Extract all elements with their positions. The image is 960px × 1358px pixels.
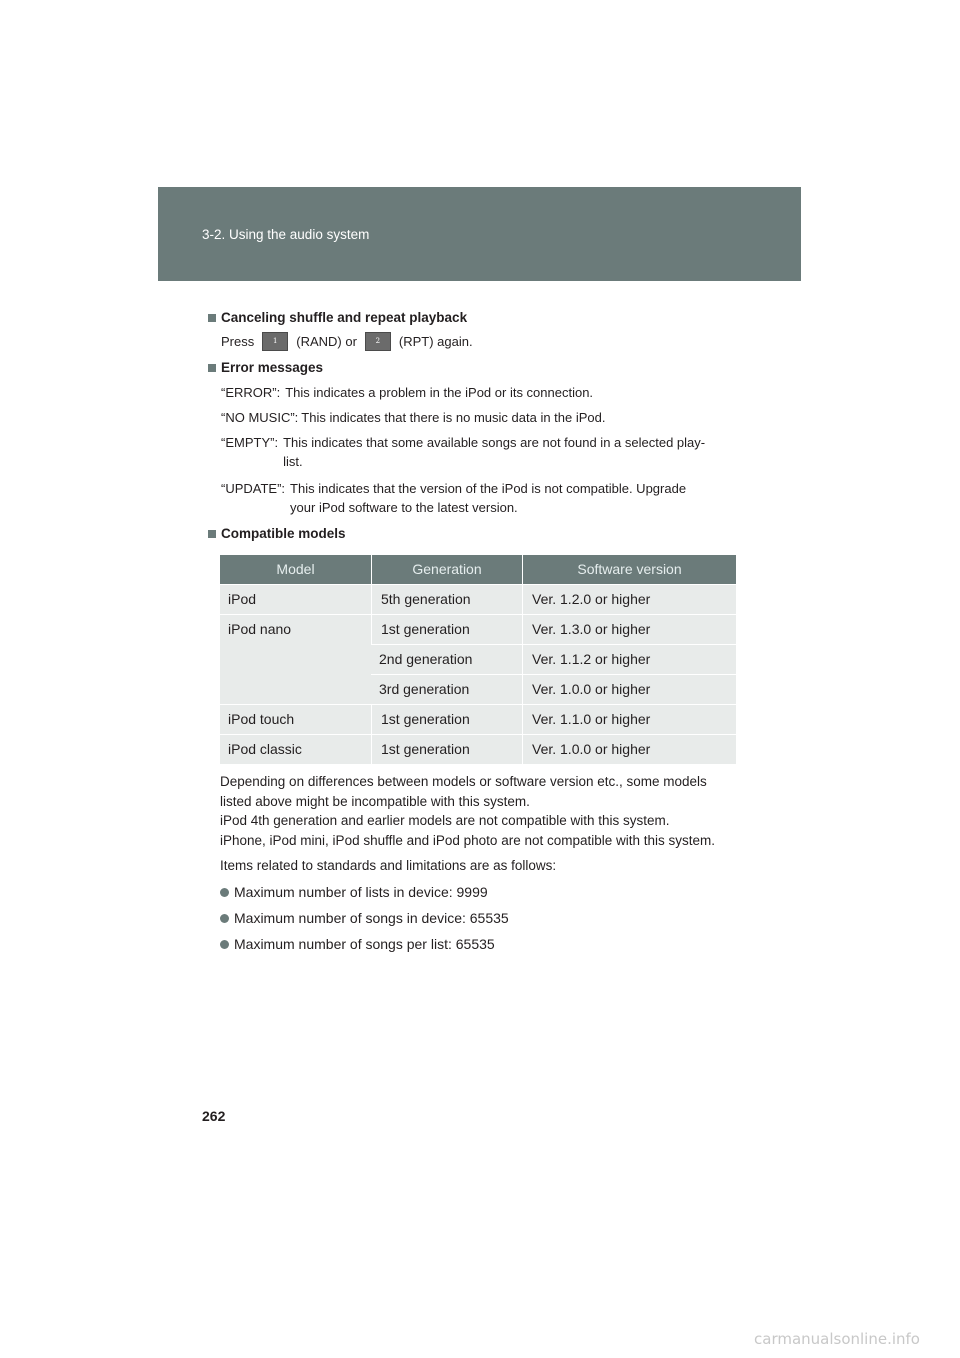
error-item bbox=[221, 433, 736, 471]
press-instruction bbox=[221, 332, 736, 351]
generation-cell: 1st generation bbox=[371, 734, 522, 764]
generation-cell: 5th generation bbox=[371, 584, 522, 614]
canceling-heading bbox=[208, 308, 736, 327]
note-line: listed above might be incompatible with this system. bbox=[220, 793, 530, 809]
error-desc bbox=[285, 383, 736, 402]
note-line: Depending on differences between models or software version etc., some models bbox=[220, 774, 707, 789]
section-title: 3-2. Using the audio system bbox=[202, 227, 370, 242]
version-cell: Ver. 1.0.0 or higher bbox=[522, 674, 736, 704]
table-row bbox=[220, 734, 736, 764]
error-term: “EMPTY”: bbox=[221, 435, 279, 450]
list-item-text: Maximum number of songs per list: 65535 bbox=[234, 935, 495, 952]
error-desc-text: This indicates that the version of the iPod is not compatible. Upgrade bbox=[290, 481, 687, 496]
page-number: 262 bbox=[202, 1108, 226, 1124]
circle-bullet-icon bbox=[220, 914, 229, 923]
error-item bbox=[221, 479, 736, 517]
limitations-intro: Items related to standards and limitations are as follows: bbox=[220, 858, 557, 873]
version-cell: Ver. 1.1.0 or higher bbox=[522, 704, 736, 734]
compatible-models-heading bbox=[208, 524, 736, 543]
generation-cell: 2nd generation bbox=[371, 644, 522, 674]
error-desc-text: This indicates a problem in the iPod or its connection. bbox=[285, 385, 594, 400]
list-item-text: Maximum number of songs in device: 65535 bbox=[234, 909, 509, 926]
table-row bbox=[220, 584, 736, 614]
press-text: Press bbox=[221, 334, 255, 349]
model-cell: iPod bbox=[220, 584, 371, 614]
compatibility-notes bbox=[220, 772, 736, 850]
version-cell: Ver. 1.1.2 or higher bbox=[522, 644, 736, 674]
list-item bbox=[220, 935, 736, 954]
table-header-row bbox=[220, 555, 736, 584]
error-desc-text: This indicates that some available songs are not found in a selected play- bbox=[283, 435, 706, 450]
column-header-generation: Generation bbox=[371, 555, 522, 584]
generation-cell: 1st generation bbox=[371, 614, 522, 644]
version-cell: Ver. 1.0.0 or higher bbox=[522, 734, 736, 764]
error-desc-text: This indicates that there is no music data in the iPod. bbox=[301, 410, 606, 425]
rpt-button-icon: 2 bbox=[365, 332, 391, 351]
rand-text: (RAND) or bbox=[296, 334, 357, 349]
square-bullet-icon bbox=[208, 364, 216, 372]
error-desc-continued: list. bbox=[283, 454, 303, 469]
column-header-software-version: Software version bbox=[522, 555, 736, 584]
generation-cell: 1st generation bbox=[371, 704, 522, 734]
square-bullet-icon bbox=[208, 530, 216, 538]
note-line: iPhone, iPod mini, iPod shuffle and iPod photo are not compatible with this system. bbox=[220, 832, 716, 848]
list-item-text: Maximum number of lists in device: 9999 bbox=[234, 883, 488, 900]
error-term: “NO MUSIC”: bbox=[221, 410, 299, 425]
section-header bbox=[158, 187, 801, 281]
list-item bbox=[220, 909, 736, 928]
circle-bullet-icon bbox=[220, 888, 229, 897]
model-cell: iPod classic bbox=[220, 734, 371, 764]
rpt-text: (RPT) again. bbox=[398, 334, 473, 349]
error-item bbox=[221, 383, 736, 402]
rand-button-icon: 1 bbox=[262, 332, 288, 351]
error-item bbox=[221, 408, 736, 427]
version-cell: Ver. 1.3.0 or higher bbox=[522, 614, 736, 644]
error-desc-continued: your iPod software to the latest version. bbox=[290, 500, 518, 515]
error-term: “ERROR”: bbox=[221, 385, 281, 400]
error-desc bbox=[290, 479, 736, 517]
table-row bbox=[220, 614, 736, 644]
version-cell: Ver. 1.2.0 or higher bbox=[522, 584, 736, 614]
column-header-model: Model bbox=[220, 555, 371, 584]
error-messages-heading-text: Error messages bbox=[221, 360, 324, 375]
circle-bullet-icon bbox=[220, 940, 229, 949]
watermark: carmanualsonline.info bbox=[754, 1330, 920, 1348]
table-row bbox=[220, 704, 736, 734]
error-term: “UPDATE”: bbox=[221, 481, 286, 496]
canceling-heading-text: Canceling shuffle and repeat playback bbox=[221, 310, 468, 325]
compatible-models-heading-text: Compatible models bbox=[221, 526, 346, 541]
model-cell: iPod touch bbox=[220, 704, 371, 734]
compatible-models-table bbox=[220, 555, 736, 764]
error-desc bbox=[283, 433, 736, 471]
list-item bbox=[220, 883, 736, 902]
error-desc bbox=[301, 408, 736, 427]
model-cell: iPod nano bbox=[220, 614, 371, 704]
note-line: iPod 4th generation and earlier models are not compatible with this system. bbox=[220, 813, 670, 828]
error-messages-heading bbox=[208, 358, 736, 377]
square-bullet-icon bbox=[208, 314, 216, 322]
generation-cell: 3rd generation bbox=[371, 674, 522, 704]
page-content bbox=[208, 308, 736, 954]
